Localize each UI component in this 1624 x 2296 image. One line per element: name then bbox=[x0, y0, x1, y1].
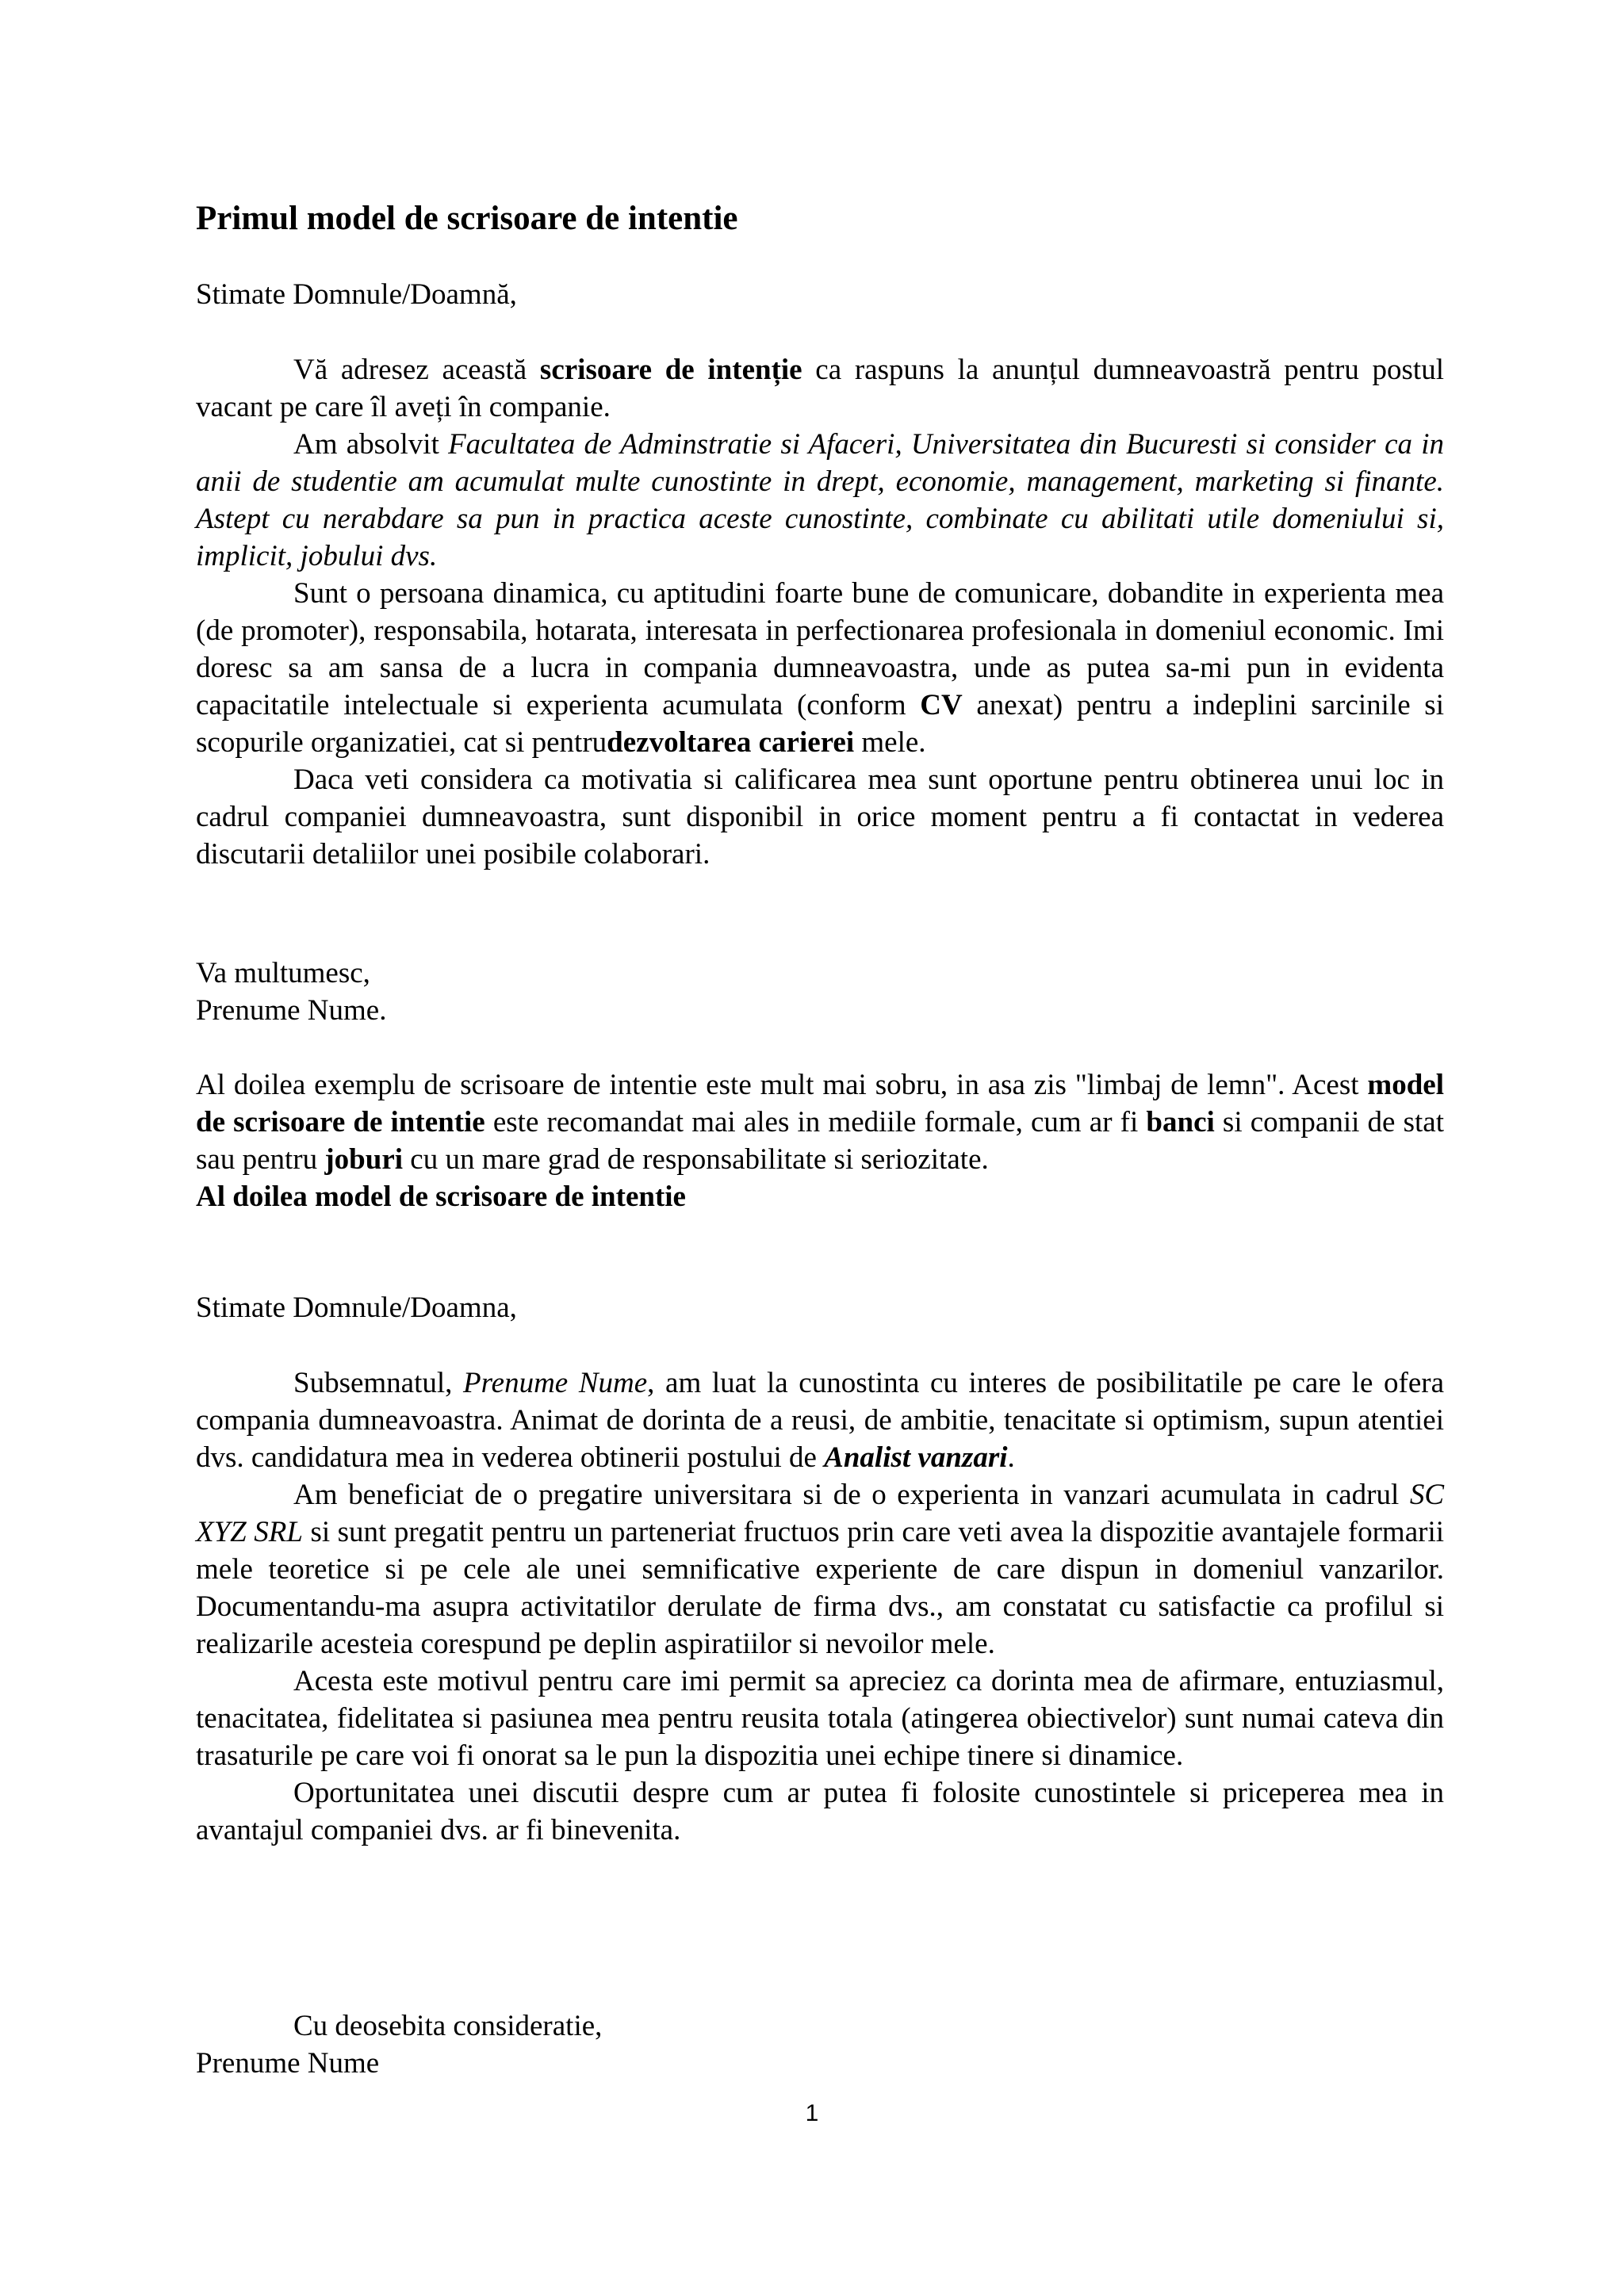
letter2-salutation: Stimate Domnule/Doamna, bbox=[196, 1292, 517, 1324]
letter1-closing: Va multumesc, bbox=[196, 957, 370, 989]
bold-text: scrisoare de intenție bbox=[539, 354, 802, 386]
text-span: este recomandat mai ales in mediile formale, cum ar fi bbox=[485, 1106, 1147, 1138]
letter2-closing: Cu deosebita consideratie, bbox=[293, 2010, 603, 2042]
intro-block bbox=[196, 1066, 1444, 1215]
text-span: Am beneficiat de o pregatire universitara si de o experienta in vanzari acumulata in cadrul bbox=[293, 1479, 1410, 1511]
letter1-paragraph-2 bbox=[196, 426, 1444, 575]
text-span: si companii de stat sau pentru bbox=[196, 1106, 1444, 1176]
intro-paragraph bbox=[196, 1066, 1444, 1178]
text-span: cu un mare grad de responsabilitate si seriozitate. bbox=[403, 1143, 989, 1176]
letter1-paragraph-4: Daca veti considera ca motivatia si calificarea mea sunt oportune pentru obtinerea unui loc in cadrul companiei dumneavoastra, sunt disponibil in orice moment pentru a fi contactat in vederea discutarii detaliilor unei posibile colaborari. bbox=[196, 763, 1444, 871]
bold-text: joburi bbox=[324, 1143, 404, 1176]
letter2-signature: Prenume Nume bbox=[196, 2047, 380, 2080]
letter1-closing-block bbox=[196, 955, 1444, 1029]
bold-italic-text: Analist vanzari bbox=[824, 1441, 1008, 1474]
letter2-body bbox=[196, 1364, 1444, 1849]
bold-text: banci bbox=[1146, 1106, 1215, 1138]
text-span: si sunt pregatit pentru un parteneriat fructuos prin care veti avea la dispozitie avantajele formarii mele teoretice si pe cele ale unei semnificative experiente de care dispun in domeniul vanzarilor. Documentandu-ma asupra activitatilor derulate de firma dvs., am constatat cu satisfactie ca profilul si realizarile acesteia corespund pe deplin aspiratiilor si nevoilor mele. bbox=[196, 1516, 1445, 1660]
text-span: . bbox=[1007, 1441, 1015, 1474]
text-span: ca raspuns la anunțul dumneavoastră pentru postul vacant pe care îl aveți în companie. bbox=[196, 354, 1444, 423]
text-span: Vă adresez această bbox=[293, 354, 540, 386]
text-span: Al doilea exemplu de scrisoare de intentie este mult mai sobru, in asa zis "limbaj de lemn". Acest bbox=[196, 1069, 1368, 1101]
italic-text: Facultatea de Adminstratie si Afaceri, Universitatea din Bucuresti si consider ca in anii de studentie am acumulat multe cunostinte in drept, economie, management, marketing si finante. Astept cu nerabdare sa pun in practica aceste cunostinte, combinate cu abilitati utile domeniului si, implicit, jobului dvs. bbox=[196, 428, 1444, 572]
italic-text: SC XYZ SRL bbox=[196, 1479, 1444, 1548]
letter2-paragraph-3: Acesta este motivul pentru care imi permit sa apreciez ca dorinta mea de afirmare, entuziasmul, tenacitatea, fidelitatea si pasiunea mea pentru reusita totala (atingerea obiectivelor) sunt numai cateva din trasaturile pe care voi fi onorat sa le pun la dispozitia unei echipe tinere si dinamice. bbox=[196, 1665, 1444, 1772]
letter1-title: Primul model de scrisoare de intentie bbox=[196, 200, 738, 237]
text-span: mele. bbox=[854, 726, 926, 759]
letter2-title: Al doilea model de scrisoare de intentie bbox=[196, 1181, 686, 1213]
text-span: Sunt o persoana dinamica, cu aptitudini foarte bune de comunicare, dobandite in experienta mea (de promoter), responsabila, hotarata, interesata in perfectionarea profesionala in domeniul economic. Imi doresc sa am sansa de a lucra in compania dumneavoastra, unde as putea sa-mi pun in evidenta capacitatile intelectuale si experienta acumulata (conform bbox=[196, 577, 1444, 721]
letter1-signature: Prenume Nume. bbox=[196, 994, 387, 1027]
letter2-paragraph-4: Oportunitatea unei discutii despre cum ar putea fi folosite cunostintele si priceperea mea in avantajul companiei dvs. ar fi binevenita. bbox=[196, 1777, 1444, 1846]
bold-text: CV bbox=[920, 689, 963, 721]
page-number: 1 bbox=[805, 2100, 819, 2126]
bold-text: model de scrisoare de intentie bbox=[196, 1069, 1444, 1138]
letter2-paragraph-1 bbox=[196, 1364, 1444, 1476]
italic-text: Prenume Nume bbox=[463, 1367, 648, 1399]
text-span: anexat) pentru a indeplini sarcinile si scopurile organizatiei, cat si pentru bbox=[196, 689, 1444, 759]
bold-text: dezvoltarea carierei bbox=[607, 726, 855, 759]
letter1-paragraph-1 bbox=[196, 351, 1444, 426]
text-span: Am absolvit bbox=[293, 428, 449, 461]
text-span: Subsemnatul, bbox=[293, 1367, 464, 1399]
letter2-closing-block bbox=[196, 2007, 1444, 2082]
letter1-paragraph-3 bbox=[196, 575, 1444, 761]
letter1-body bbox=[196, 351, 1444, 873]
letter2-paragraph-2 bbox=[196, 1476, 1444, 1663]
letter1-salutation: Stimate Domnule/Doamnă, bbox=[196, 278, 517, 311]
text-span: , am luat la cunostinta cu interes de posibilitatile pe care le ofera compania dumneavoastra. Animat de dorinta de a reusi, de ambitie, tenacitate si optimism, supun atentiei dvs. candidatura mea in vederea obtinerii postului de bbox=[196, 1367, 1444, 1474]
